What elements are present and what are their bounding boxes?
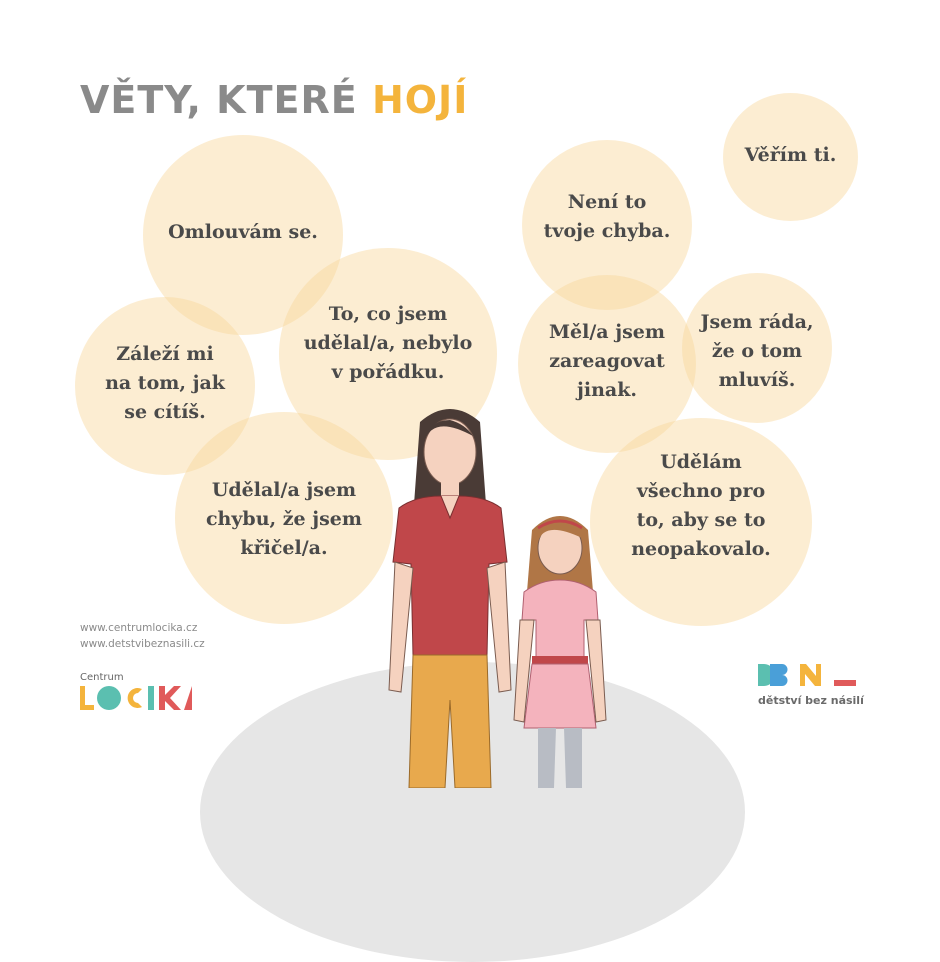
mother-illustration xyxy=(375,400,525,788)
title-main: VĚTY, KTERÉ xyxy=(80,78,372,122)
dbn-tagline: dětství bez násilí xyxy=(758,694,864,707)
locika-logo xyxy=(80,672,192,710)
girl-illustration xyxy=(510,508,610,788)
phrase-mel-jsem-zareagovat: Měl/a jsem zareagovat jinak. xyxy=(549,321,665,401)
phrase-udelam-vsechno: Udělám všechno pro to, aby se to neopakovalo. xyxy=(631,451,771,560)
phrase-jsem-rada: Jsem ráda, že o tom mluvíš. xyxy=(700,311,814,391)
page-title xyxy=(80,78,468,122)
dbn-logo xyxy=(758,664,864,707)
phrase-zalezi-mi: Záleží mi na tom, jak se cítíš. xyxy=(105,343,225,423)
phrase-omlouvam: Omlouvám se. xyxy=(168,221,318,243)
website-links xyxy=(80,620,205,652)
link-centrumlocika[interactable]: www.centrumlocika.cz xyxy=(80,622,198,634)
locika-logo-wordmark xyxy=(80,686,192,710)
link-detstvibeznasili[interactable]: www.detstvibeznasili.cz xyxy=(80,638,205,650)
title-accent: HOJÍ xyxy=(371,78,469,122)
phrase-neni-to-tvoje-chyba: Není to tvoje chyba. xyxy=(543,191,671,242)
dbn-logo-mark xyxy=(758,664,856,686)
phrase-to-co-jsem-udelal: To, co jsem udělal/a, nebylo v pořádku. xyxy=(303,303,473,383)
locika-logo-label: Centrum xyxy=(80,672,124,683)
phrase-udelal-jsem-chybu: Udělal/a jsem chybu, že jsem křičel/a. xyxy=(205,479,362,559)
phrase-verim-ti: Věřím ti. xyxy=(744,144,837,166)
